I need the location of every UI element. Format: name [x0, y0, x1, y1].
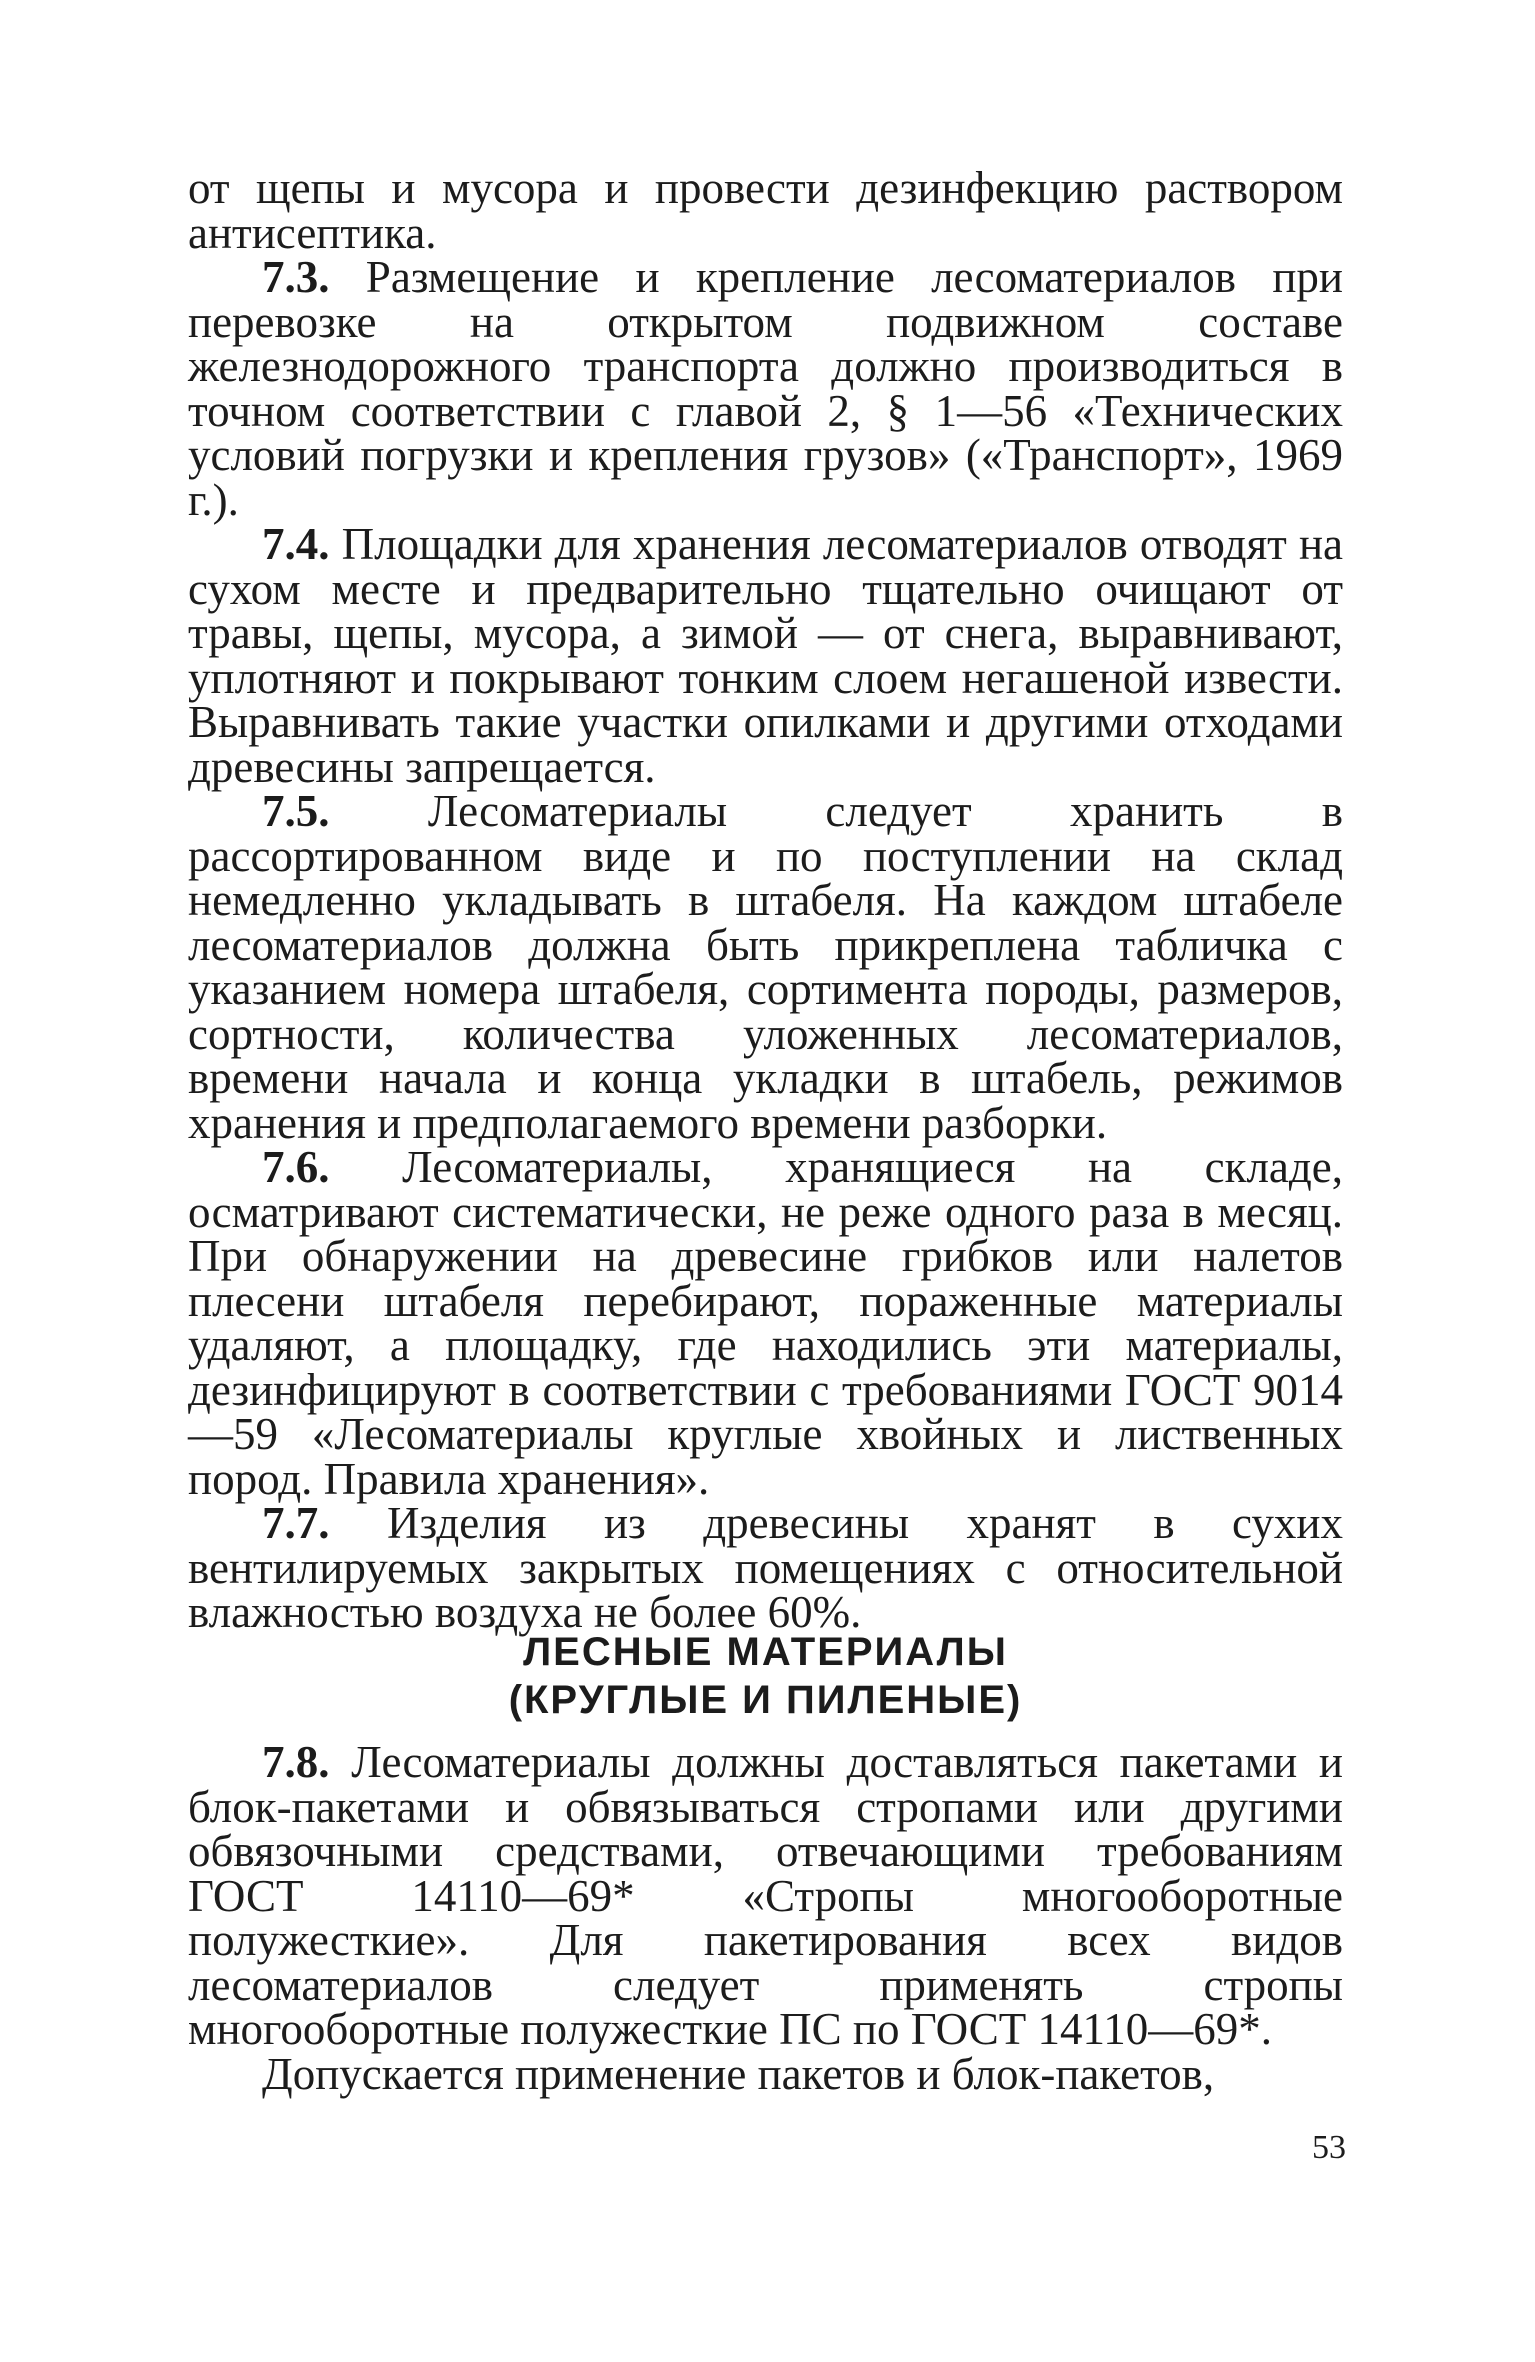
paragraph-7-6	[188, 1142, 1343, 1504]
paragraph-number: 7.8.	[262, 1737, 330, 1787]
paragraph-7-4	[188, 519, 1344, 792]
paragraph-number: 7.6.	[262, 1142, 330, 1192]
body-text-top	[188, 163, 1344, 1637]
paragraph-continuation	[188, 163, 1343, 258]
paragraph-7-8	[188, 1737, 1344, 2054]
paragraph-text: Изделия из древесины хранят в сухих вентилируемых закрытых помещениях с относительной влажностью воздуха не более 60%.	[188, 1498, 1343, 1637]
paragraph-7-3	[188, 252, 1343, 525]
paragraph-7-5	[188, 786, 1343, 1148]
paragraph-number: 7.7.	[262, 1498, 330, 1548]
paragraph-text: Допускается применение пакетов и блок-пакетов,	[262, 2048, 1215, 2099]
paragraph-number: 7.5.	[262, 786, 330, 836]
page-number: 53	[1312, 2129, 1346, 2166]
paragraph-continuation-next	[188, 2048, 1343, 2099]
paragraph-number: 7.4.	[262, 519, 330, 569]
paragraph-text: Площадки для хранения лесоматериалов отводят на сухом месте и предварительно тщательно очищают от травы, щепы, мусора, а зимой — от снега, выравнивают, уплотняют и покрывают тонким слоем негашеной извести. Выравнивать такие участки опилками и другими отходами древесины запрещается.	[188, 519, 1344, 792]
paragraph-number: 7.3.	[262, 252, 330, 302]
paragraph-text: от щепы и мусора и провести дезинфекцию раствором антисептика.	[188, 163, 1343, 258]
paragraph-text: Лесоматериалы следует хранить в рассортированном виде и по поступлении на склад немедленно укладывать в штабеля. На каждом штабеле лесоматериалов должна быть прикреплена табличка с указанием номера штабеля, сортимента породы, размеров, сортности, количества уложенных лесоматериалов, времени начала и конца укладки в штабель, режимов хранения и предполагаемого времени разборки.	[188, 786, 1343, 1148]
section-heading-line-1: ЛЕСНЫЕ МАТЕРИАЛЫ	[523, 1630, 1008, 1674]
body-text-bottom	[188, 1737, 1344, 2099]
paragraph-text: Лесоматериалы должны доставляться пакетами и блок-пакетами и обвязываться стропами или другими обвязочными средствами, отвечающими требованиям ГОСТ 14110—69* «Стропы многооборотные полужесткие». Для пакетирования всех видов лесоматериалов следует применять стропы многооборотные полужесткие ПС по ГОСТ 14110—69*.	[188, 1737, 1344, 2054]
paragraph-text: Размещение и крепление лесоматериалов при перевозке на открытом подвижном составе железнодорожного транспорта должно производиться в точном соответствии с главой 2, § 1—56 «Технических условий погрузки и крепления грузов» («Транспорт», 1969 г.).	[188, 252, 1343, 525]
section-heading-line-2: (КРУГЛЫЕ И ПИЛЕНЫЕ)	[508, 1678, 1023, 1722]
section-heading	[188, 1628, 1343, 1724]
paragraph-text: Лесоматериалы, хранящиеся на складе, осматривают систематически, не реже одного раза в месяц. При обнаружении на древесине грибков или налетов плесени штабеля перебирают, пораженные материалы удаляют, а площадку, где находились эти материалы, дезинфицируют в соответствии с требованиями ГОСТ 9014—59 «Лесоматериалы круглые хвойных и лиственных пород. Правила хранения».	[188, 1142, 1343, 1504]
paragraph-7-7	[188, 1498, 1343, 1637]
